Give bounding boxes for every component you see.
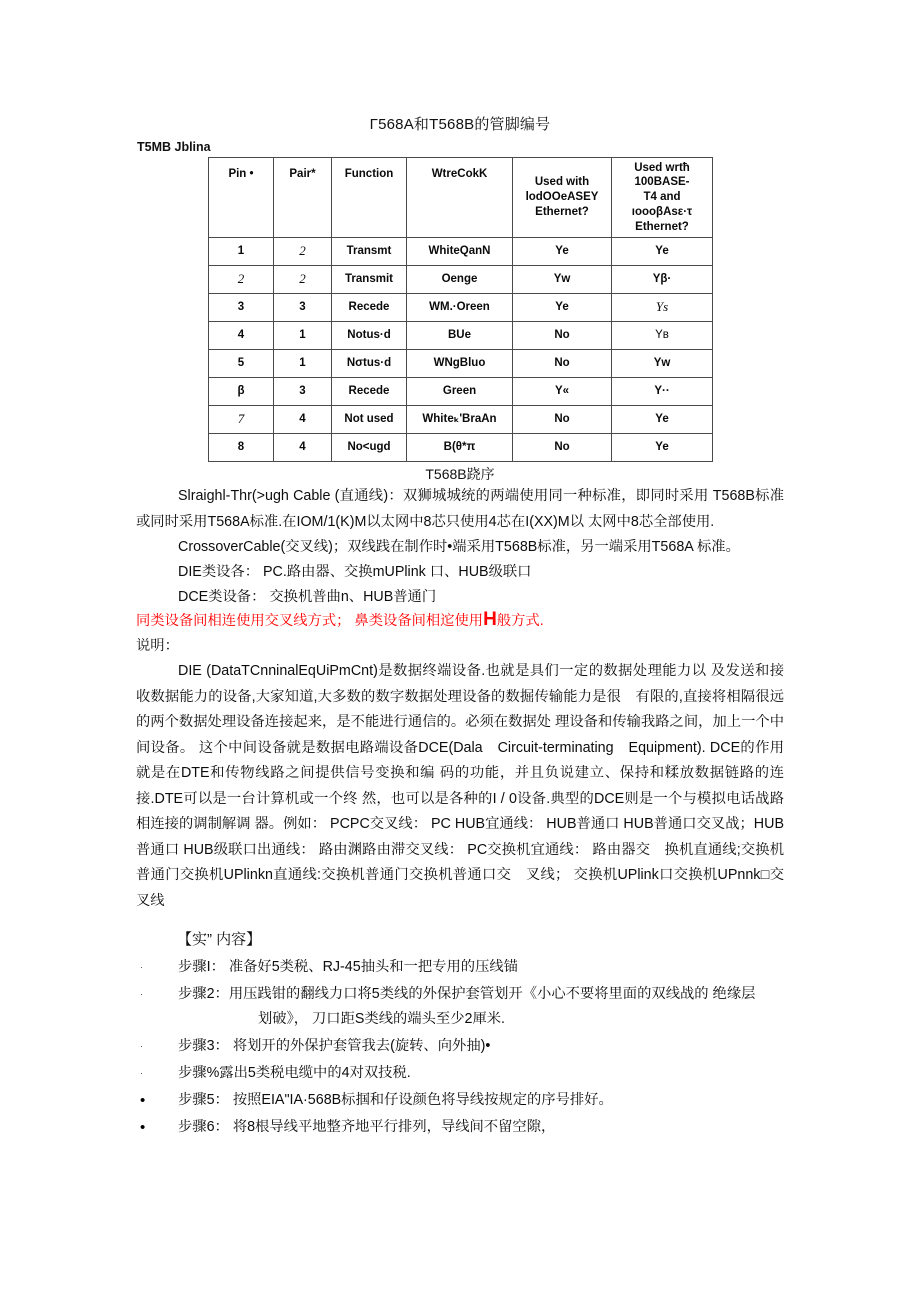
table-row [209, 350, 713, 378]
bullet-icon: · [140, 1068, 143, 1078]
list-item [136, 955, 796, 980]
list-item [136, 982, 796, 1032]
cell-wire-color: BUe [407, 322, 513, 350]
cell-used-100base: Yβ· [612, 266, 713, 294]
pinout-table-container [208, 157, 712, 462]
cell-function: Transmt [332, 238, 407, 266]
cell-pair: 3 [274, 378, 332, 406]
red-note-part-a: 同类设备间相连使用交叉线方式； 鼻类设备间相迱使用 [136, 613, 484, 629]
step-text: 步骤%露出5类税电缆中的4对双技税. [178, 1065, 411, 1081]
bullet-icon: • [140, 1119, 146, 1136]
cell-wire-color: B(θ*π [407, 434, 513, 462]
list-item [136, 1088, 796, 1113]
table-row [209, 322, 713, 350]
list-item [136, 1034, 796, 1059]
cell-pin: β [209, 378, 274, 406]
used-10base-line-1: Used with [534, 176, 590, 189]
bullet-icon: · [140, 962, 143, 972]
cell-wire-color: WhiteQanN [407, 238, 513, 266]
cell-used-10base: Ye [513, 238, 612, 266]
bullet-icon: • [140, 1092, 146, 1109]
cell-used-10base: No [513, 434, 612, 462]
cell-function: No<ugd [332, 434, 407, 462]
cell-used-100base: Y·· [612, 378, 713, 406]
page-title: Γ568A和T568B的管脚编号 [369, 116, 551, 133]
used-10base-line-3: Ethernet? [535, 205, 589, 218]
used-100base-line-2: T4 and ıoooβAsε·τ [631, 191, 693, 218]
cell-pin: 1 [209, 238, 274, 266]
cell-function: Transmit [332, 266, 407, 294]
step-text: 步骤6： 将8根导线平地整齐地平行排列，导线间不留空隙， [178, 1119, 556, 1135]
section-title: T568B跷序 [425, 466, 495, 482]
cell-used-100base: Ye [612, 238, 713, 266]
cell-pair: 3 [274, 294, 332, 322]
cell-pin: 2 [209, 266, 274, 294]
cell-used-100base: Ye [612, 406, 713, 434]
cell-pin: 5 [209, 350, 274, 378]
cell-pair: 4 [274, 434, 332, 462]
used-100base-line-1: Used wrtħ 100BASE- [634, 161, 690, 189]
cell-wire-color: Oenge [407, 266, 513, 294]
cell-wire-color: WM.·Oreen [407, 294, 513, 322]
red-note-emphasis: H [483, 609, 497, 630]
col-header-used-10base [513, 158, 612, 238]
cell-function: Recede [332, 294, 407, 322]
table-row [209, 406, 713, 434]
bullet-icon: · [140, 989, 143, 999]
cell-function: Nσtus·d [332, 350, 407, 378]
used-10base-line-2: lodOOeASEY [525, 191, 599, 204]
paragraph-dce-devices: DCE类设备： 交换机普曲n、HUB普通门 [178, 589, 437, 605]
step-text: 步骤5： 按照EIA"IA·568B标掴和仔设颜色将导线按规定的序号排好。 [178, 1092, 613, 1108]
cell-used-100base: Yw [612, 350, 713, 378]
cell-pair: 4 [274, 406, 332, 434]
cell-pair: 2 [274, 266, 332, 294]
cell-used-10base: Yw [513, 266, 612, 294]
steps-list [136, 955, 796, 1142]
note-label: 说明： [136, 638, 179, 654]
cell-used-10base: Ye [513, 294, 612, 322]
step-text: 步骤I： 准备好5类税、RJ-45抽头和一把专用的压线锚 [178, 959, 518, 975]
cell-wire-color: Whiteₖ'BraAn [407, 406, 513, 434]
list-item [136, 1061, 796, 1086]
cell-used-100base: Ye [612, 434, 713, 462]
table-row [209, 238, 713, 266]
list-item [136, 1115, 796, 1140]
bullet-icon: · [140, 1041, 143, 1051]
cell-used-100base: Ys [612, 294, 713, 322]
step-text-main: 步骤2：用压践钳的翻线力口将5类线的外保护套管划开《小心不要将里面的双线战的 绝缘层 [178, 986, 756, 1002]
cell-used-10base: Y« [513, 378, 612, 406]
paragraph-straight-through: Slraighl-Thr(>ugh Cable (直通线)：双狮城城统的两端使用同一种标准，即同时采用 T568B标准或同时采用T568A标准.在IOM/1(K)M以太网中8芯只使用4芯在I(XX)M以 太网中8芯全部使用. [136, 488, 784, 530]
col-header-pin: Pin • [209, 158, 274, 238]
cell-used-10base: No [513, 350, 612, 378]
table-row [209, 378, 713, 406]
table-row [209, 294, 713, 322]
col-header-pair: Pair* [274, 158, 332, 238]
cell-used-10base: No [513, 322, 612, 350]
red-note-part-b: 般方式. [496, 613, 544, 629]
table-header [209, 158, 713, 238]
cell-pin: 7 [209, 406, 274, 434]
cell-function: Recede [332, 378, 407, 406]
cell-wire-color: Green [407, 378, 513, 406]
table-header-row [209, 158, 713, 238]
cell-wire-color: WNgBluo [407, 350, 513, 378]
table-row [209, 266, 713, 294]
cell-pin: 4 [209, 322, 274, 350]
practice-heading: 【实” 内容】 [177, 931, 262, 948]
paragraph-crossover: CrossoverCable(交叉线)；双线践在制作时•端采用T568B标准，另一端采用T568A 标准。 [178, 539, 740, 555]
pinout-table [208, 157, 713, 462]
paragraph-dte-devices: DIE类设各： PC.路由器、交换mUPlink 口、HUB级联口 [178, 564, 532, 580]
table-row [209, 434, 713, 462]
step-text: 步骤3： 将划开的外保护套管我去(旋转、向外抽)• [178, 1038, 491, 1054]
cell-function: Notus·d [332, 322, 407, 350]
cell-used-100base: Yв [612, 322, 713, 350]
cell-pair: 1 [274, 322, 332, 350]
paragraph-body-explanation: DIE (DataTCnninalEqUiPmCnt)是数据终端设备.也就是具们一定的数据处理能力以 及发送和接收数据能力的设备,大家知道,大多数的数字数据处理设备的数掘传输能力是很 有限的,直接将相隔很远的两个数据处理设备连接起来，是不能进行通信的。必须在数据处 理设备和传输我路之间，加上一个中间设备。 这个中间设备就是数据电路端设备DCE(Dala Circuit-terminating Equipment). DCE的作用就是在DTE和传物线路之间提供信号变换和编 码的功能，并且负说建立、保持和糅放数据链路的连接.DTE可以是一台计算机或一个终 然，也可以是各种的I / 0设备.典型的DCE则是一个与模拟电话战路相连接的调制解调 器。例如： PCPC交叉线： PC HUB宜通线： HUB普通口 HUB普通口交叉战；HUB 普通口 HUB级联口出通线： 路由渊路由滞交叉线： PC交换机宜通线： 路由器交 换机直通线;交换机普通门交换机UPlinkn直通线:交换机普通门交换机普通口交 叉线； 交换机UPlink口交换机UPnnk□交叉线 [136, 663, 784, 909]
cell-used-10base: No [513, 406, 612, 434]
cell-pin: 8 [209, 434, 274, 462]
paragraph-red-note [136, 609, 796, 635]
cell-pin: 3 [209, 294, 274, 322]
step-text [178, 982, 796, 1032]
cell-function: Not used [332, 406, 407, 434]
table-label: T5MB Jblina [137, 140, 211, 154]
table-body [209, 238, 713, 462]
col-header-wire-color: WtreCokK [407, 158, 513, 238]
cell-pair: 2 [274, 238, 332, 266]
col-header-used-100base [612, 158, 713, 238]
step-text-continuation: 划破》， 刀口距S类线的端头至少2厙米. [258, 1011, 506, 1027]
cell-pair: 1 [274, 350, 332, 378]
used-100base-line-3: Ethernet? [635, 220, 689, 233]
col-header-function: Function [332, 158, 407, 238]
